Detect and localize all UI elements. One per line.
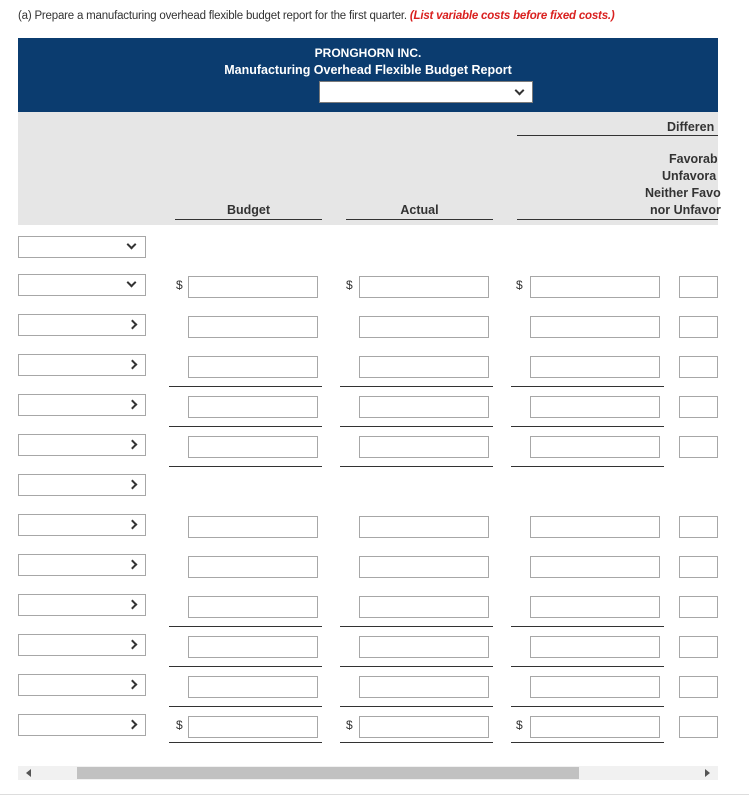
budget-header-rule [175,219,322,220]
currency-symbol: $ [346,718,353,732]
scroll-right-arrow-icon[interactable] [705,769,710,777]
budget-amount-input[interactable] [188,396,318,418]
currency-symbol: $ [516,278,523,292]
currency-symbol: $ [176,278,183,292]
difference-line-favorable: Favorab [669,152,718,166]
row-label-select[interactable] [18,714,146,736]
budget-amount-input[interactable] [188,436,318,458]
difference-amount-input[interactable] [530,276,660,298]
budget-amount-input[interactable] [188,316,318,338]
chevron-down-icon [515,86,525,96]
chevron-right-icon [128,600,138,610]
difference-amount-input[interactable] [530,396,660,418]
difference-type-input[interactable] [679,396,718,418]
chevron-down-icon [127,278,137,288]
actual-amount-input[interactable] [359,716,489,738]
row-label-select[interactable] [18,674,146,696]
subtotal-rule [511,426,664,427]
budget-amount-input[interactable] [188,636,318,658]
difference-type-input[interactable] [679,276,718,298]
budget-column-header: Budget [226,203,271,217]
difference-type-input[interactable] [679,596,718,618]
chevron-right-icon [128,640,138,650]
period-select[interactable] [319,81,533,103]
row-label-select[interactable] [18,634,146,656]
difference-line-neither: Neither Favo [645,186,721,200]
chevron-right-icon [128,360,138,370]
actual-amount-input[interactable] [359,596,489,618]
horizontal-scrollbar[interactable] [18,766,718,780]
difference-type-input[interactable] [679,716,718,738]
instruction-emphasis: (List variable costs before fixed costs.) [409,10,615,22]
chevron-right-icon [128,560,138,570]
report-header-banner [18,38,718,112]
difference-amount-input[interactable] [530,436,660,458]
subtotal-rule [169,666,322,667]
budget-amount-input[interactable] [188,556,318,578]
actual-amount-input[interactable] [359,436,489,458]
subtotal-rule [340,666,493,667]
scroll-left-arrow-icon[interactable] [26,769,31,777]
subtotal-rule [340,426,493,427]
difference-amount-input[interactable] [530,676,660,698]
difference-type-input[interactable] [679,556,718,578]
budget-amount-input[interactable] [188,516,318,538]
difference-type-input[interactable] [679,516,718,538]
difference-line-unfavorable: Unfavora [662,169,717,183]
difference-header-underline [517,219,718,220]
difference-type-input[interactable] [679,316,718,338]
row-label-select[interactable] [18,554,146,576]
difference-amount-input[interactable] [530,596,660,618]
row-label-select[interactable] [18,394,146,416]
difference-type-input[interactable] [679,636,718,658]
actual-amount-input[interactable] [359,396,489,418]
row-label-select[interactable] [18,434,146,456]
company-name: PRONGHORN INC. [314,46,422,60]
actual-amount-input[interactable] [359,636,489,658]
difference-header: Differen [667,120,715,134]
currency-symbol: $ [346,278,353,292]
chevron-right-icon [128,480,138,490]
subtotal-rule [340,386,493,387]
row-label-select[interactable] [18,514,146,536]
row-label-select[interactable] [18,354,146,376]
difference-amount-input[interactable] [530,716,660,738]
subtotal-rule [169,626,322,627]
actual-amount-input[interactable] [359,516,489,538]
row-label-select[interactable] [18,474,146,496]
total-rule [169,706,322,707]
difference-amount-input[interactable] [530,356,660,378]
subtotal-rule [169,386,322,387]
budget-amount-input[interactable] [188,676,318,698]
chevron-right-icon [128,520,138,530]
total-rule [340,466,493,467]
row-label-select[interactable] [18,594,146,616]
currency-symbol: $ [516,718,523,732]
instruction-prefix: (a) Prepare a manufacturing overhead flexible budget report for the first quarter. [18,10,407,22]
budget-amount-input[interactable] [188,356,318,378]
total-rule [169,466,322,467]
difference-amount-input[interactable] [530,556,660,578]
total-rule [511,742,664,743]
difference-type-input[interactable] [679,356,718,378]
difference-header-rule [517,135,718,136]
difference-line-nor: nor Unfavor [650,203,721,217]
instruction-text [18,10,615,22]
chevron-down-icon [127,240,137,250]
actual-column-header: Actual [400,203,439,217]
actual-amount-input[interactable] [359,556,489,578]
total-rule [340,706,493,707]
budget-amount-input[interactable] [188,596,318,618]
chevron-right-icon [128,320,138,330]
total-rule [511,706,664,707]
row-label-select[interactable] [18,314,146,336]
chevron-right-icon [128,720,138,730]
report-title: Manufacturing Overhead Flexible Budget Report [224,63,512,77]
bottom-divider [0,794,749,795]
difference-amount-input[interactable] [530,516,660,538]
currency-symbol: $ [176,718,183,732]
subtotal-rule [511,626,664,627]
actual-amount-input[interactable] [359,316,489,338]
chevron-right-icon [128,680,138,690]
chevron-right-icon [128,440,138,450]
total-rule [169,742,322,743]
subtotal-rule [340,626,493,627]
scrollbar-thumb[interactable] [77,767,579,779]
total-rule [340,742,493,743]
subtotal-rule [169,426,322,427]
actual-header-rule [346,219,493,220]
total-rule [511,466,664,467]
budget-amount-input[interactable] [188,716,318,738]
budget-amount-input[interactable] [188,276,318,298]
difference-type-input[interactable] [679,676,718,698]
chevron-right-icon [128,400,138,410]
difference-amount-input[interactable] [530,316,660,338]
subtotal-rule [511,666,664,667]
actual-amount-input[interactable] [359,276,489,298]
row-label-select[interactable] [18,236,146,258]
actual-amount-input[interactable] [359,676,489,698]
actual-amount-input[interactable] [359,356,489,378]
subtotal-rule [511,386,664,387]
difference-amount-input[interactable] [530,636,660,658]
row-label-select[interactable] [18,274,146,296]
difference-type-input[interactable] [679,436,718,458]
